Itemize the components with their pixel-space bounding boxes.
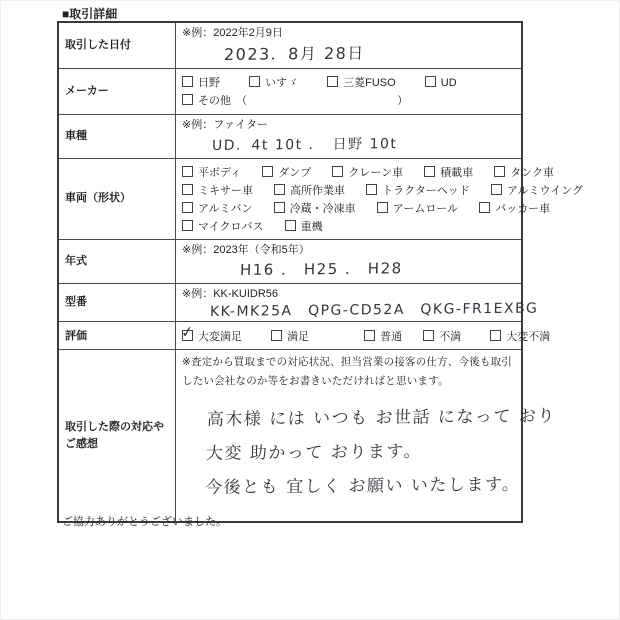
checkbox-icon: [262, 166, 273, 177]
checkbox-icon: [490, 330, 501, 341]
cb-crane: クレーン車: [332, 164, 403, 180]
cb-aluminum-wing: アルミウイング: [491, 182, 583, 198]
cb-microbus: マイクロバス: [182, 218, 264, 234]
row-label-maker: メーカー: [58, 68, 176, 114]
example-year: ※例：2023年（令和5年）: [182, 243, 310, 256]
checkbox-icon: [494, 166, 505, 177]
checkbox-icon: [182, 76, 193, 87]
checkbox-icon: [182, 166, 193, 177]
table-row-year: [58, 239, 522, 283]
checkbox-icon: [274, 184, 285, 195]
handwritten-date: 2023．8月 28日: [223, 43, 366, 64]
cb-heavy-machinery: 重機: [285, 218, 323, 234]
other-paren-close: ）: [397, 95, 409, 108]
cb-other: その他: [182, 92, 231, 108]
table-row-impressions: [58, 350, 522, 522]
cb-tank: タンク車: [494, 164, 554, 180]
checkbox-icon: [377, 202, 388, 213]
checkbox-icon: [364, 330, 375, 341]
checkbox-icon: [425, 76, 436, 87]
checkbox-icon: [424, 166, 435, 177]
handwritten-line-1: 高木様 には いつも お世話 になって おり: [206, 406, 557, 431]
section-title: ■取引詳細: [62, 7, 118, 21]
checkbox-icon: [423, 330, 434, 341]
checkbox-icon: [182, 94, 193, 105]
cb-very-dissatisfied: 大変不満: [490, 328, 550, 344]
row-label-shape: 車両（形状）: [58, 158, 176, 239]
table-row-code: [58, 283, 522, 322]
row-label-code: 型番: [58, 283, 176, 322]
checkbox-icon: [479, 202, 490, 213]
cb-refrigerated: 冷蔵・冷凍車: [274, 200, 356, 216]
table-row-model: [58, 114, 522, 158]
checkbox-icon: [182, 202, 193, 213]
handwritten-line-2: 大変 助かって おります。: [205, 441, 423, 465]
checkbox-icon: [366, 184, 377, 195]
row-label-evaluation: 評価: [58, 322, 176, 350]
cb-ud: UD: [425, 76, 457, 89]
checkbox-icon: [182, 220, 193, 231]
row-label-model: 車種: [58, 114, 176, 158]
cb-aluminum-van: アルミバン: [182, 200, 253, 216]
handwritten-model: UD．4t 10t ． 日野 10t: [211, 135, 398, 154]
table-row-date: [58, 22, 522, 68]
cb-carrier: 積載車: [424, 164, 473, 180]
table-row-shape: [58, 158, 522, 239]
check-mark-icon: ✓: [179, 322, 195, 342]
cb-satisfied: 満足: [271, 328, 309, 344]
example-model: ※例：ファイター: [182, 118, 268, 131]
table-row-evaluation: [58, 322, 522, 350]
cb-mitsubishi-fuso: 三菱FUSO: [327, 74, 396, 90]
checkbox-icon: [332, 166, 343, 177]
other-paren-open: （: [236, 95, 248, 108]
table-row-maker: [58, 68, 522, 114]
checkbox-checked-icon: [179, 322, 195, 342]
checkbox-icon: [285, 220, 296, 231]
handwritten-impressions: [204, 400, 557, 505]
cb-dissatisfied: 不満: [423, 328, 461, 344]
thank-you-text: ご協力ありがとうございました。: [62, 516, 227, 528]
cb-tractor-head: トラクターヘッド: [366, 182, 470, 198]
cb-neutral: 普通: [364, 328, 402, 344]
checkbox-icon: [182, 184, 193, 195]
checkbox-icon: [249, 76, 260, 87]
example-date: ※例：2022年2月9日: [182, 27, 283, 39]
cb-aerial-work: 高所作業車: [274, 182, 345, 198]
checkbox-icon: [271, 330, 282, 341]
cb-isuzu: いすゞ: [249, 74, 298, 90]
cb-flat-body: 平ボディ: [182, 164, 241, 180]
cb-arm-roll: アームロール: [377, 200, 458, 216]
impressions-note: ※査定から買取までの対応状況、担当営業の接客の仕方、今後も取引したい会社なのか等をお書きいただければと思います。: [182, 356, 512, 388]
cb-hino: 日野: [182, 74, 220, 90]
cb-packer: パッカー車: [479, 200, 550, 216]
handwritten-code: KK-MK25A QPG-CD52A QKG-FR1EXBG: [209, 300, 539, 321]
row-label-impressions: 取引した際の対応やご感想: [58, 350, 176, 522]
checkbox-icon: [274, 202, 285, 213]
cb-mixer: ミキサー車: [182, 182, 253, 198]
checkbox-icon: [491, 184, 502, 195]
transaction-detail-table: [57, 21, 583, 523]
example-code: ※例：KK-KUIDR56: [182, 287, 279, 300]
row-label-date: 取引した日付: [58, 22, 176, 68]
handwritten-line-3: 今後とも 宜しく お願い いたします。: [204, 474, 521, 499]
cb-dump: ダンプ: [262, 164, 311, 180]
cb-very-satisfied: ✓ 大変満足: [179, 322, 242, 343]
checkbox-icon: [327, 76, 338, 87]
handwritten-year: H16 ． H25 ． H28: [239, 258, 403, 279]
row-label-year: 年式: [58, 239, 176, 283]
